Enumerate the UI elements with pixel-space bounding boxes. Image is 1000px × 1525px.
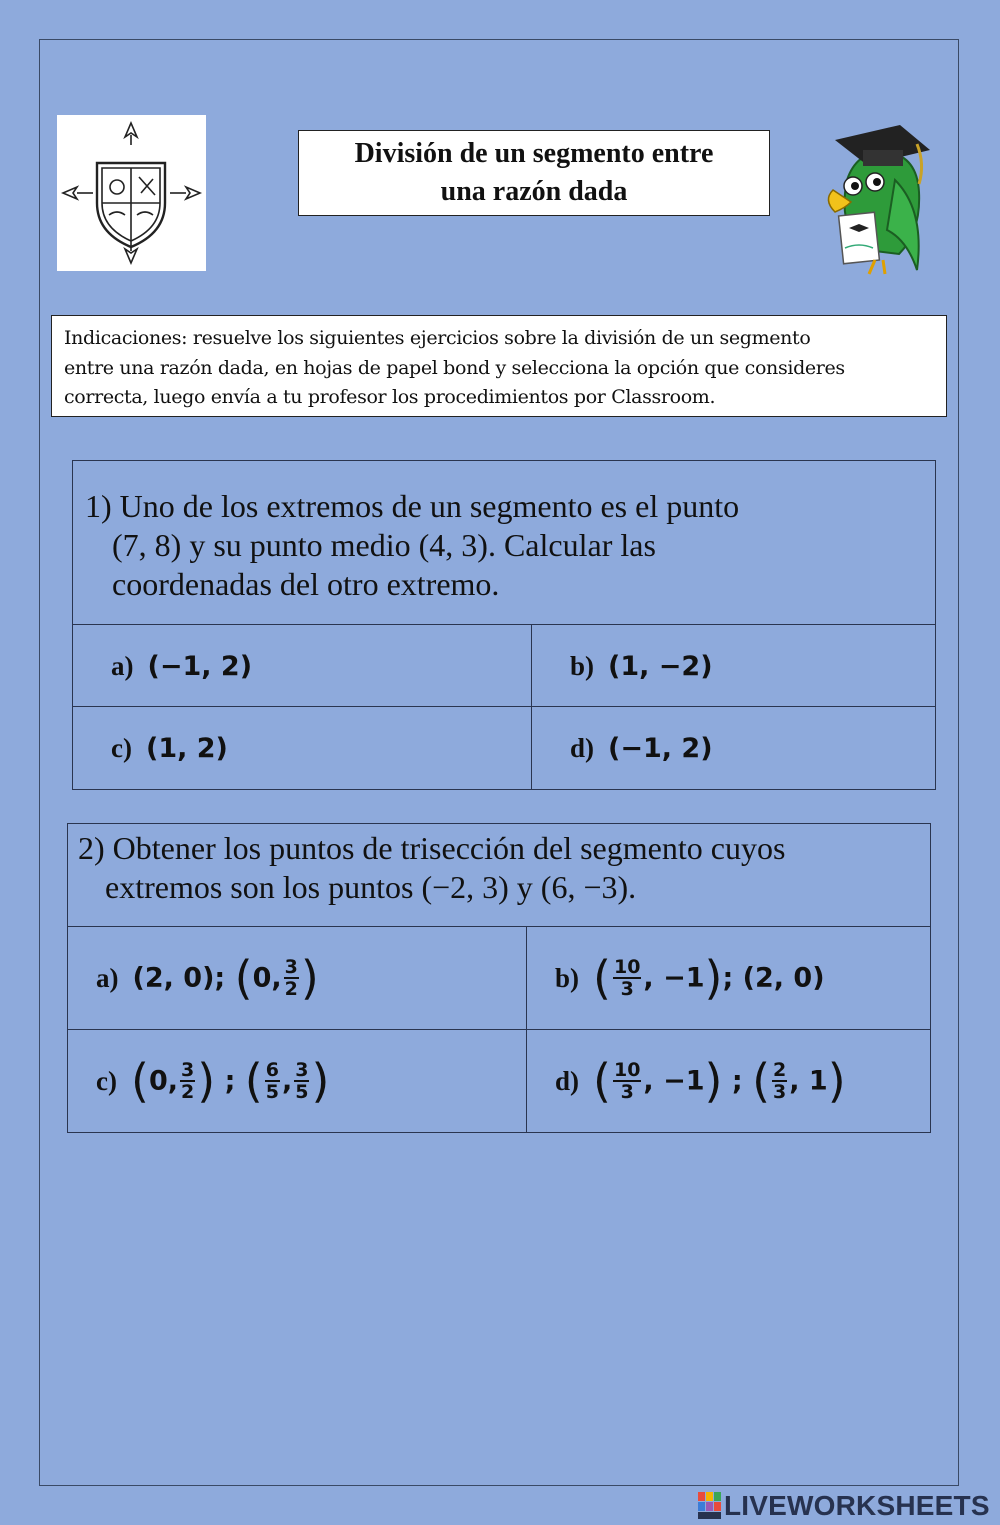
paren-close: ) — [827, 1054, 846, 1108]
separator: ; — [224, 1065, 236, 1097]
question-2-table — [67, 823, 931, 1133]
fraction — [265, 1060, 280, 1102]
paren-close: ) — [704, 1054, 723, 1108]
worksheet-title — [298, 130, 770, 216]
paren-open: ( — [752, 1054, 771, 1108]
option-label: c) — [96, 1065, 117, 1096]
option-value — [593, 1054, 846, 1108]
question-1-text — [73, 461, 935, 625]
paren-close: ) — [704, 951, 723, 1005]
q1-option-a[interactable] — [73, 625, 531, 707]
option-value: (1, 2) — [145, 732, 228, 764]
numerator: 10 — [613, 956, 641, 978]
option-label: b) — [570, 650, 595, 681]
numerator: 3 — [295, 1059, 309, 1081]
q1-option-c[interactable] — [73, 707, 531, 789]
comma: , — [281, 1065, 293, 1097]
instructions-line-3: correcta, luego envía a tu profesor los procedimientos por Classroom. — [64, 386, 716, 408]
q2-option-b[interactable] — [527, 927, 931, 1029]
denominator: 5 — [295, 1081, 309, 1103]
question-1-line-1: 1) Uno de los extremos de un segmento es el punto — [85, 488, 740, 524]
q2-option-c[interactable] — [68, 1030, 526, 1132]
option-label: d) — [570, 732, 595, 763]
fraction — [294, 1060, 309, 1102]
paren-open: ( — [593, 951, 611, 1005]
q2-option-a[interactable] — [68, 927, 526, 1029]
option-label: b) — [555, 962, 580, 993]
paren-close: ) — [311, 1054, 330, 1108]
point: (2, 0); — [132, 962, 226, 994]
instructions-box — [51, 315, 947, 417]
brand-text: LIVEWORKSHEETS — [724, 1490, 990, 1521]
crest-icon — [57, 115, 206, 271]
coord: 0, — [252, 962, 282, 994]
title-line-2: una razón dada — [440, 176, 628, 207]
question-2-line-1: 2) Obtener los puntos de trisección del segmento cuyos — [78, 830, 786, 866]
question-1-table — [72, 460, 936, 790]
question-2-text — [68, 824, 930, 927]
denominator: 5 — [265, 1081, 279, 1103]
fraction — [180, 1060, 195, 1102]
option-value — [131, 1054, 329, 1108]
paren-open: ( — [130, 1054, 149, 1108]
parrot-graduate-icon — [805, 120, 940, 280]
q1-option-d[interactable] — [532, 707, 936, 789]
q1-option-b[interactable] — [532, 625, 936, 707]
numerator: 10 — [613, 1059, 641, 1081]
q2-option-d[interactable] — [527, 1030, 931, 1132]
point: ; (2, 0) — [722, 962, 825, 994]
paren-open: ( — [593, 1054, 611, 1108]
coord: , −1 — [643, 962, 705, 994]
option-label: a) — [96, 962, 119, 993]
option-label: c) — [111, 732, 132, 763]
numerator: 2 — [773, 1059, 787, 1081]
paren-close: ) — [300, 951, 319, 1005]
paren-close: ) — [197, 1054, 216, 1108]
school-crest-logo — [57, 115, 206, 271]
paren-open: ( — [244, 1054, 263, 1108]
option-value — [133, 951, 319, 1005]
numerator: 3 — [180, 1059, 195, 1081]
liveworksheets-logo-icon — [698, 1492, 722, 1520]
fraction — [284, 957, 299, 999]
fraction — [772, 1060, 787, 1102]
option-value: (1, −2) — [608, 650, 713, 682]
instructions-line-2: entre una razón dada, en hojas de papel bond y selecciona la opción que consideres — [64, 356, 845, 379]
parrot-mascot — [805, 120, 940, 280]
option-label: a) — [111, 650, 134, 681]
option-value: (−1, 2) — [608, 732, 713, 764]
coord: , −1 — [643, 1065, 705, 1097]
fraction — [613, 957, 641, 999]
separator: ; — [731, 1065, 743, 1097]
fraction — [613, 1060, 641, 1102]
question-1-line-2: (7, 8) y su punto medio (4, 3). Calcular las — [112, 527, 656, 563]
denominator: 3 — [773, 1081, 787, 1103]
question-1-line-3: coordenadas del otro extremo. — [112, 566, 500, 602]
coord: 0, — [148, 1065, 178, 1097]
option-value — [593, 951, 825, 1005]
numerator: 3 — [284, 956, 298, 978]
coord: , 1 — [789, 1065, 828, 1097]
option-value: (−1, 2) — [147, 650, 253, 682]
liveworksheets-brand — [698, 1490, 990, 1522]
denominator: 3 — [620, 978, 634, 1000]
denominator: 3 — [620, 1081, 634, 1103]
question-2-line-2: extremos son los puntos (−2, 3) y (6, −3). — [105, 869, 637, 905]
title-line-1: División de un segmento entre — [354, 138, 714, 169]
denominator: 2 — [284, 978, 298, 1000]
paren-open: ( — [234, 951, 253, 1005]
option-label: d) — [555, 1065, 580, 1096]
denominator: 2 — [180, 1081, 195, 1103]
numerator: 6 — [265, 1059, 279, 1081]
instructions-line-1: Indicaciones: resuelve los siguientes ejercicios sobre la división de un segmento — [64, 327, 811, 349]
